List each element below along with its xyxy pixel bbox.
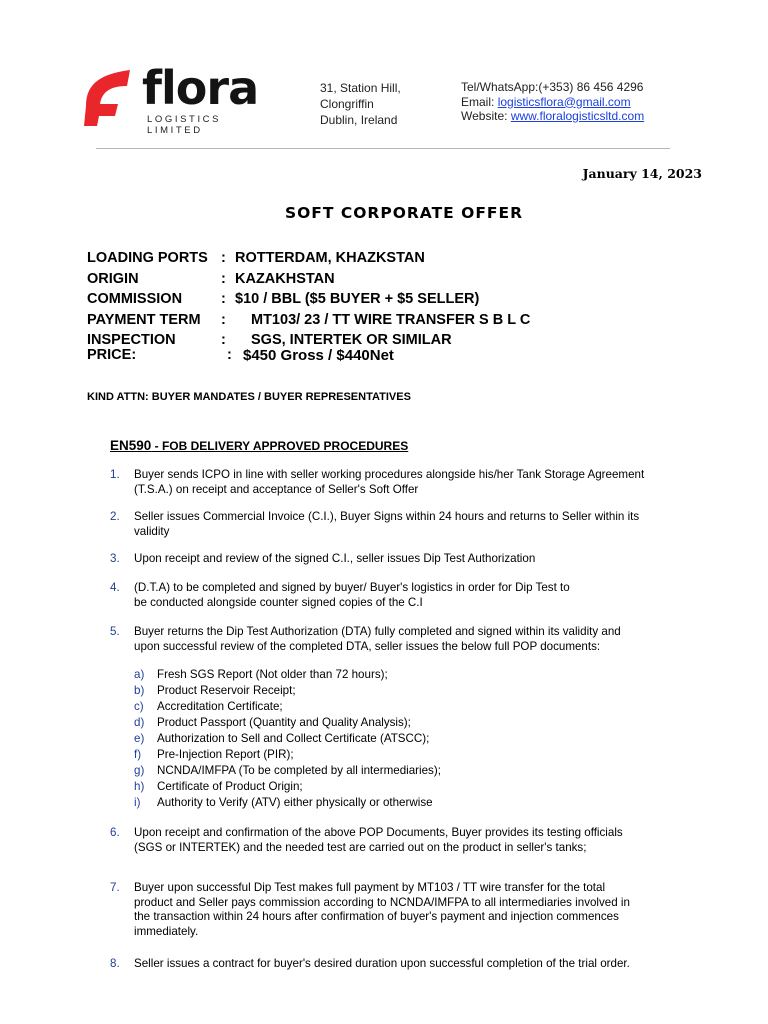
phone-line (461, 80, 644, 95)
sub-letter: f) (134, 748, 142, 761)
sub-text: Fresh SGS Report (Not older than 72 hours); (157, 668, 388, 681)
company-address (320, 80, 401, 128)
brand-name: flora (142, 61, 259, 115)
email-link[interactable]: logisticsflora@gmail.com (497, 94, 631, 109)
step-text: (D.T.A) to be completed and signed by buyer/ Buyer's logistics in order for Dip Test to be conducted alongside counter signed copies of the C.I (134, 581, 570, 609)
attention-line: KIND ATTN: BUYER MANDATES / BUYER REPRESENTATIVES (87, 391, 411, 403)
address-line: Clongriffin (320, 97, 374, 111)
sub-letter: g) (134, 764, 145, 777)
sub-letter: e) (134, 732, 145, 745)
website-link[interactable]: www.floralogisticsltd.com (510, 109, 645, 123)
website-line (461, 109, 644, 124)
step-text: Buyer returns the Dip Test Authorization (DTA) fully completed and signed within its validity and upon successful review of the completed DTA, seller issues the below full POP documents: (134, 625, 621, 653)
term-label: LOADING PORTS (87, 250, 208, 266)
step-text: Buyer upon successful Dip Test makes full payment by MT103 / TT wire transfer for the total product and Seller pays commission according to NCNDA/IMFPA to all intermediaries involved in the transaction within 24 hours after confirmation of buyer's payment and injection commences immediately. (134, 881, 630, 938)
email-label: Email: (461, 94, 498, 109)
brand-subtitle: LOGISTICS LIMITED (147, 114, 222, 136)
company-logo (78, 61, 278, 136)
step-number: 8. (110, 957, 120, 970)
term-colon: : (221, 250, 226, 266)
step-text: Upon receipt and confirmation of the above POP Documents, Buyer provides its testing officials (SGS or INTERTEK) and the needed test are carried out on the product in seller's tanks; (134, 826, 623, 854)
document-date: January 14, 2023 (582, 166, 702, 181)
sub-letter: h) (134, 780, 145, 793)
step-text: Seller issues Commercial Invoice (C.I.), Buyer Signs within 24 hours and returns to Seller within its validity (134, 510, 640, 538)
sub-text: Pre-Injection Report (PIR); (157, 748, 294, 761)
term-value: $450 Gross / $440Net (243, 346, 394, 364)
step-number: 2. (110, 510, 120, 523)
step-number: 1. (110, 468, 120, 481)
term-label: ORIGIN (87, 270, 139, 287)
step-number: 3. (110, 552, 120, 565)
phone-label: Tel/WhatsApp: (461, 80, 539, 94)
sub-letter: i) (134, 796, 141, 809)
procedure-heading (110, 438, 408, 453)
sub-letter: d) (134, 716, 145, 729)
address-line: 31, Station Hill, (320, 81, 401, 95)
sub-text: NCNDA/IMFPA (To be completed by all intermediaries); (157, 764, 441, 777)
step-text: Buyer sends ICPO in line with seller working procedures alongside his/her Tank Storage Agreement (T.S.A.) on receipt and acceptance of Seller's Soft Offer (134, 468, 645, 496)
sub-text: Certificate of Product Origin; (157, 780, 303, 793)
sub-text: Authorization to Sell and Collect Certificate (ATSCC); (157, 732, 430, 745)
term-label: PRICE: (87, 346, 137, 363)
term-colon: : (221, 270, 226, 287)
sub-letter: a) (134, 668, 145, 681)
term-colon: : (221, 332, 226, 348)
sub-text: Product Reservoir Receipt; (157, 684, 296, 697)
sub-text: Accreditation Certificate; (157, 700, 283, 713)
step-number: 6. (110, 826, 120, 839)
header-divider (96, 148, 670, 149)
term-value: MT103/ 23 / TT WIRE TRANSFER S B L C (251, 311, 531, 328)
term-value: $10 / BBL ($5 BUYER + $5 SELLER) (235, 291, 480, 307)
step-number: 7. (110, 881, 120, 894)
email-line (461, 95, 644, 110)
term-value: SGS, INTERTEK OR SIMILAR (251, 332, 452, 348)
sub-letter: c) (134, 700, 144, 713)
sub-text: Authority to Verify (ATV) either physically or otherwise (157, 796, 433, 809)
term-label: INSPECTION (87, 332, 176, 348)
document-title-text: SOFT CORPORATE OFFER (284, 204, 524, 222)
procedure-title: - FOB DELIVERY APPROVED PROCEDURES (151, 439, 409, 453)
product-code: EN590 (110, 438, 152, 453)
phone-value: (+353) 86 456 4296 (538, 80, 644, 94)
address-line: Dublin, Ireland (320, 113, 398, 127)
term-colon: : (227, 346, 232, 363)
term-value: KAZAKHSTAN (235, 270, 335, 287)
term-colon: : (221, 291, 226, 307)
step-text: Upon receipt and review of the signed C.I., seller issues Dip Test Authorization (134, 552, 536, 565)
website-label: Website: (461, 109, 511, 123)
term-colon: : (221, 311, 226, 328)
step-text: Seller issues a contract for buyer's desired duration upon successful completion of the trial order. (134, 957, 630, 970)
flora-flag-icon (78, 66, 136, 128)
term-label: PAYMENT TERM (87, 311, 201, 328)
sub-text: Product Passport (Quantity and Quality Analysis); (157, 716, 411, 729)
contact-block (461, 80, 644, 124)
step-number: 4. (110, 581, 120, 594)
document-title (0, 204, 768, 222)
term-label: COMMISSION (87, 291, 183, 307)
sub-letter: b) (134, 684, 145, 697)
term-value: ROTTERDAM, KHAZKSTAN (235, 250, 425, 266)
step-number: 5. (110, 625, 120, 638)
